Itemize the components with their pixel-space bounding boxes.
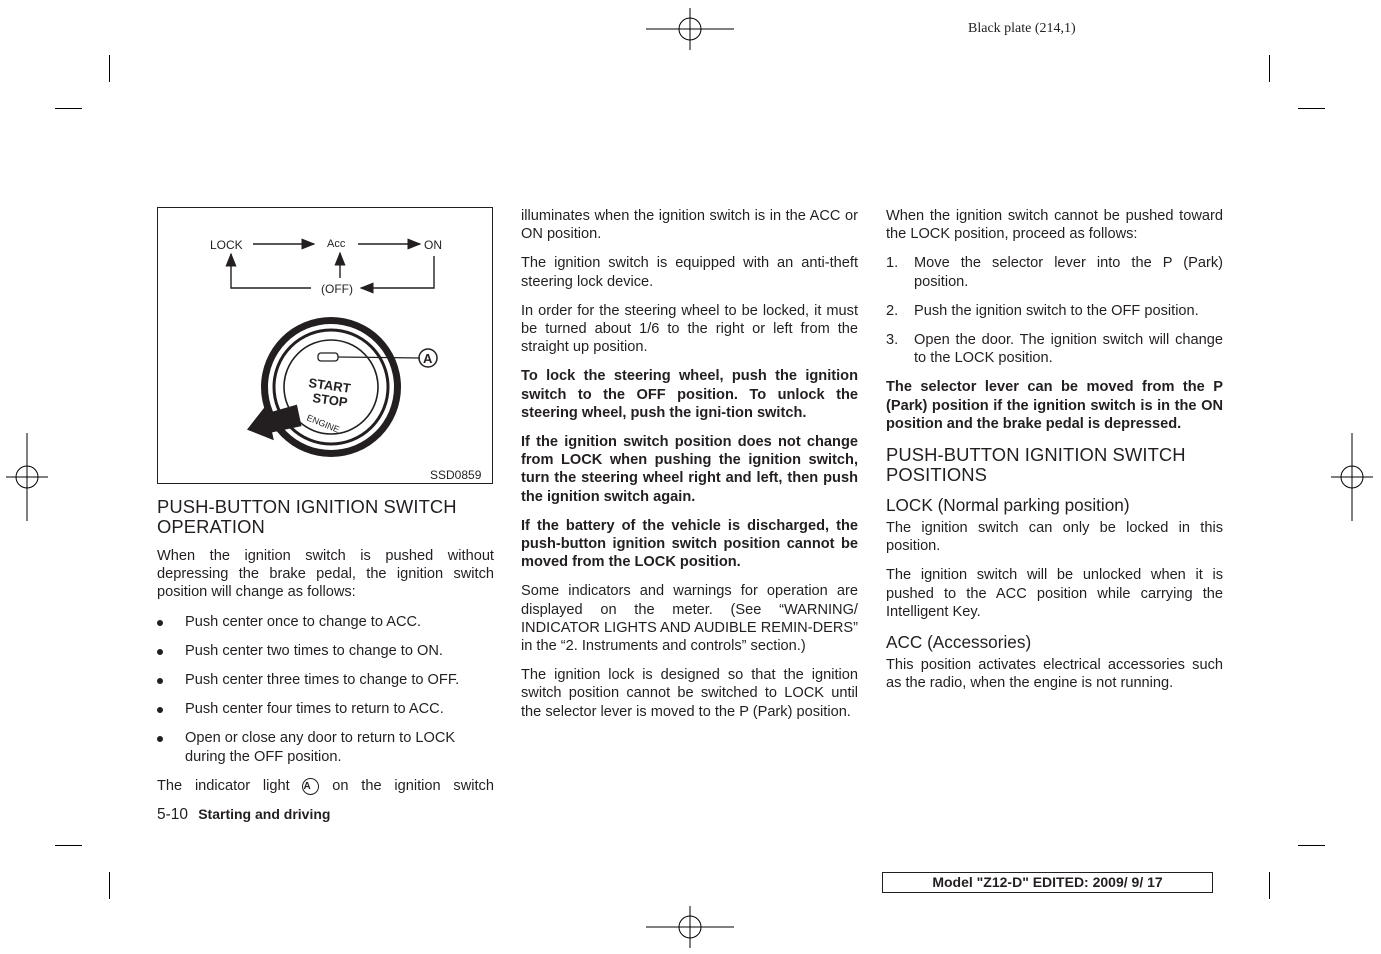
figure-code: SSD0859 — [430, 468, 482, 482]
paragraph: When the ignition switch cannot be pushed toward the LOCK position, proceed as follows: — [886, 208, 1223, 243]
bold-paragraph: If the ignition switch position does not change from LOCK when pushing the ignition switch, turn the steering wheel right and left, then push the ignition switch again. — [521, 434, 858, 505]
list-item: Push center two times to change to ON. — [157, 642, 494, 660]
paragraph: illuminates when the ignition switch is in the ACC or ON position. — [521, 208, 858, 243]
list-item: Push center three times to change to OFF. — [157, 671, 494, 689]
list-item: Push center once to change to ACC. — [157, 613, 494, 631]
paragraph: The ignition lock is designed so that the ignition switch position cannot be switched to LOCK until the selector lever is moved to the P (Park) position. — [521, 667, 858, 720]
model-edit-box: Model "Z12-D" EDITED: 2009/ 9/ 17 — [882, 872, 1213, 893]
section-heading-operation: PUSH-BUTTON IGNITION SWITCH OPERATION — [157, 496, 457, 537]
intro-paragraph: When the ignition switch is pushed without depressing the brake pedal, the ignition switch position will change as follows: — [157, 548, 494, 601]
page-number: 5-10 — [157, 806, 189, 823]
bullet-list — [157, 613, 494, 766]
indicator-paragraph: The indicator light A on the ignition switch — [157, 777, 494, 794]
label-lock: LOCK — [210, 238, 243, 252]
column-1 — [157, 497, 494, 795]
callout-a: A — [423, 351, 433, 366]
registration-mark-top — [646, 8, 734, 50]
label-on: ON — [424, 238, 442, 252]
bold-paragraph: To lock the steering wheel, push the ignition switch to the OFF position. To unlock the steering wheel, push the igni-tion switch. — [521, 368, 858, 421]
button-label-start: START — [307, 375, 352, 396]
paragraph: In order for the steering wheel to be locked, it must be turned about 1/6 to the right or left from the straight up position. — [521, 302, 858, 356]
registration-mark-bottom — [646, 906, 734, 948]
callout-a-icon: A — [302, 778, 319, 795]
column-2 — [521, 207, 858, 732]
list-item: 1. Move the selector lever into the P (Park) position. — [886, 255, 1223, 290]
paragraph: The ignition switch will be unlocked when it is pushed to the ACC position while carrying the Intelligent Key. — [886, 567, 1223, 620]
ignition-diagram — [158, 208, 492, 483]
paragraph: The ignition switch can only be locked in this position. — [886, 520, 1223, 555]
subheading-lock: LOCK (Normal parking position) — [886, 495, 1130, 516]
section-heading-positions: PUSH-BUTTON IGNITION SWITCH POSITIONS — [886, 444, 1186, 486]
list-item: 2. Push the ignition switch to the OFF position. — [886, 302, 1199, 319]
bold-paragraph: If the battery of the vehicle is discharged, the push-button ignition switch position cannot be moved from the LOCK position. — [521, 517, 858, 571]
paragraph: The ignition switch is equipped with an anti-theft steering lock device. — [521, 255, 858, 290]
numbered-list — [886, 254, 1223, 367]
bold-paragraph: The selector lever can be moved from the P (Park) position if the ignition switch is in the ON position and the brake pedal is depressed. — [886, 379, 1223, 432]
registration-mark-right — [1331, 433, 1373, 521]
list-item: 3. Open the door. The ignition switch will change to the LOCK position. — [886, 332, 1223, 367]
label-off: (OFF) — [321, 282, 353, 296]
label-acc: Acc — [327, 238, 346, 250]
button-label-stop: STOP — [311, 390, 349, 410]
ignition-switch-figure — [157, 207, 493, 484]
plate-label: Black plate (214,1) — [968, 21, 1076, 36]
column-3 — [886, 207, 1223, 703]
subheading-acc: ACC (Accessories) — [886, 632, 1032, 653]
button-label-engine: ENGINE — [305, 412, 341, 435]
list-item: Open or close any door to return to LOCK during the OFF position. — [157, 729, 494, 765]
paragraph: Some indicators and warnings for operation are displayed on the meter. (See “WARNING/ INDICATOR LIGHTS AND AUDIBLE REMIN-DERS” in the “2. Instruments and controls” section.) — [521, 583, 858, 655]
list-item: Push center four times to return to ACC. — [157, 700, 494, 718]
page-footer — [157, 806, 330, 824]
registration-mark-left — [6, 433, 48, 521]
paragraph: This position activates electrical accessories such as the radio, when the engine is not running. — [886, 657, 1223, 692]
section-name: Starting and driving — [198, 806, 331, 822]
